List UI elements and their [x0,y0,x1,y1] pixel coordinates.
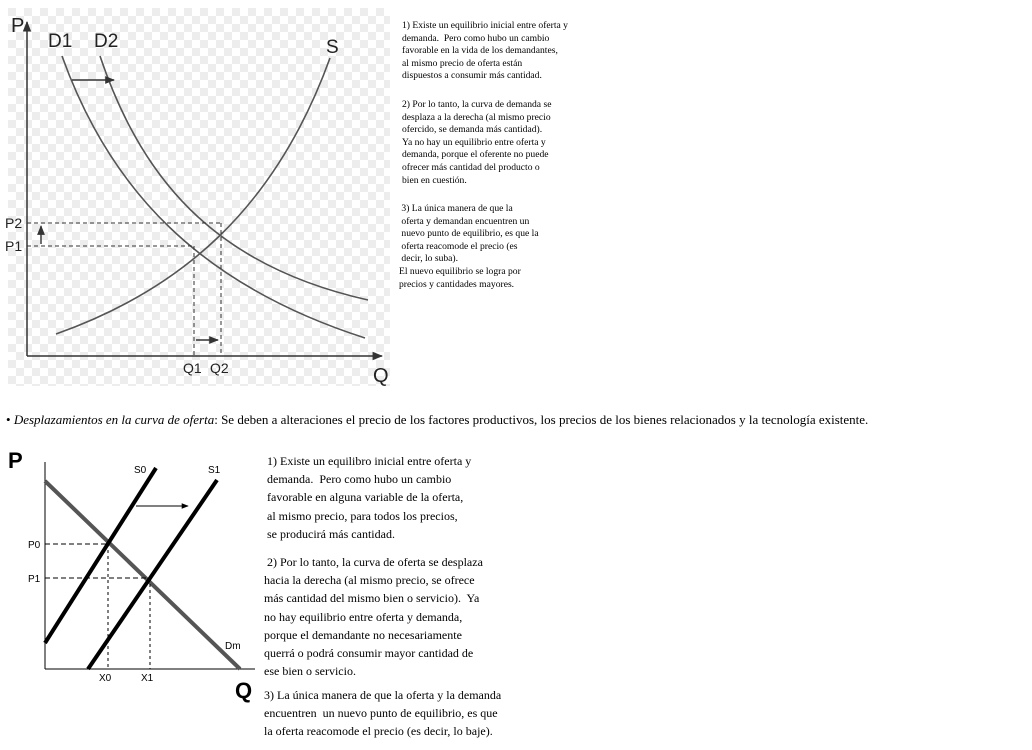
note-bottom-1: 1) Existe un equilibro inicial entre oferta y demanda. Pero como hubo un cambio favorable en alguna variable de la oferta, al mismo precio, para todos los precios, se producirá más cantidad. [267,454,472,541]
curve-s1-line [88,480,217,669]
note-bottom-2: 2) Por lo tanto, la curva de oferta se desplaza hacia la derecha (al mismo precio, se ofrece más cantidad del mismo bien o servicio). Ya no hay equilibrio entre oferta y demanda, porque el demandante no necesariamente querrá o podrá consumir mayor cantidad de ese bien o servicio. [264,555,483,679]
curve-s1-label: S1 [208,465,221,476]
curve-s0-label: S0 [134,465,147,476]
price-p0-label: P0 [28,540,41,551]
note-top-1: 1) Existe un equilibrio inicial entre oferta y demanda. Pero como hubo un cambio favorable en la vida de los demandantes, al mismo precio de oferta están dispuestos a consumir más cantidad. [402,20,568,82]
supply-shift-bullet [6,412,868,428]
bullet-italic-term: Desplazamientos en la curva de oferta [13,412,215,427]
note-top-3: 3) La única manera de que la oferta y demandan encuentren un nuevo punto de equilibrio, es que la oferta reacomode el precio (es decir, lo suba). El nuevo equilibrio se logra por precios y cantidades mayores. [399,203,539,290]
axis-q-label-bottom: Q [235,678,253,703]
qty-q1-label: Q1 [183,360,202,376]
bullet-description: : Se deben a alteraciones el precio de los factores productivos, los precios de los bienes relacionados y la tecnología existente. [214,412,869,427]
bullet-symbol: • [6,412,11,427]
curve-s-label: S [326,37,339,58]
axis-p-label-bottom: P [8,448,23,473]
curve-dm-line [45,481,240,669]
note-top-2: 2) Por lo tanto, la curva de demanda se desplaza a la derecha (al mismo precio ofercido, se demanda más cantidad). Ya no hay un equilibrio entre oferta y demanda, porque el oferente no puede ofrecer más cantidad del producto o bien en cuestión. [402,99,552,186]
curve-d1-label: D1 [48,31,73,52]
supply-shift-diagram [0,440,262,705]
price-p1-label-bottom: P1 [28,574,41,585]
price-p1-label: P1 [5,238,23,254]
price-p2-label: P2 [5,215,23,231]
demand-shift-diagram [0,0,395,390]
curve-dm-label: Dm [225,641,241,652]
qty-q2-label: Q2 [210,360,229,376]
qty-x0-label: X0 [99,673,112,684]
curve-d2-label: D2 [94,31,119,52]
qty-x1-label: X1 [141,673,154,684]
axis-q-label: Q [373,365,389,387]
axis-p-label: P [11,15,25,37]
curve-s0-line [45,468,156,643]
note-bottom-3: 3) La única manera de que la oferta y la demanda encuentren un nuevo punto de equilibrio, es que la oferta reacomode el precio (es decir, lo baje). [264,688,502,739]
